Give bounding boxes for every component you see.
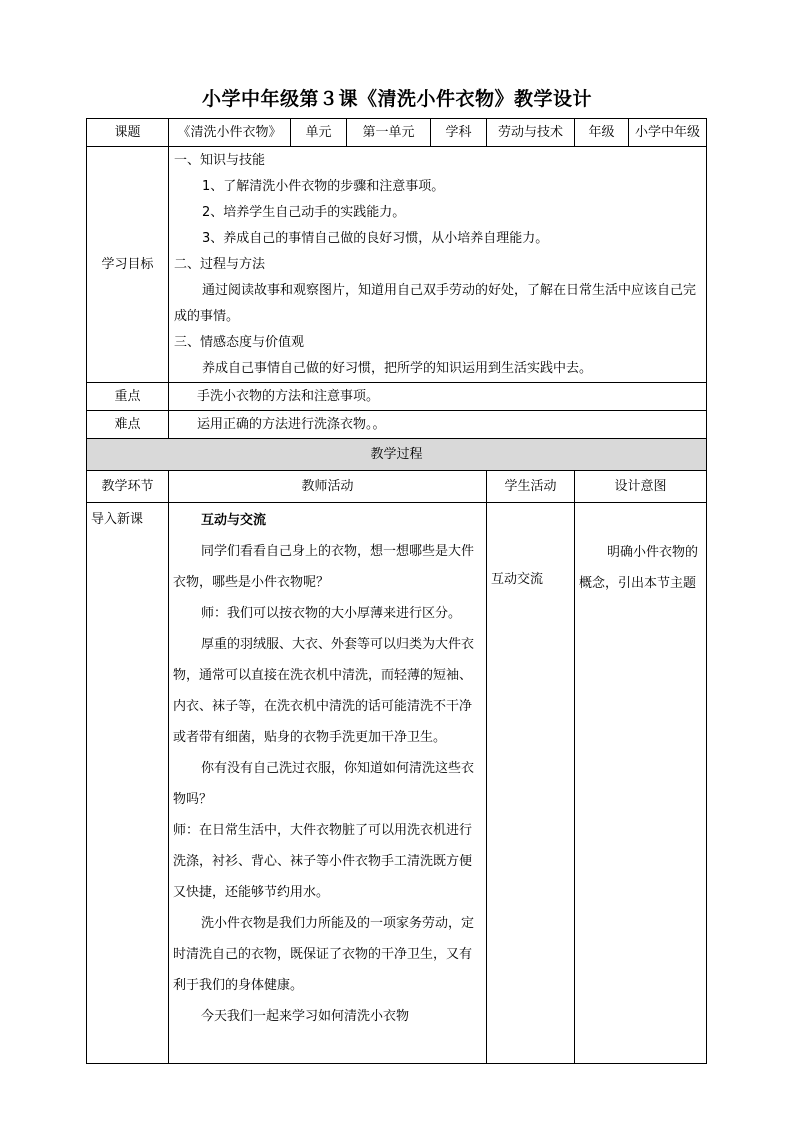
objective-item-1: 1、了解清洗小件衣物的步骤和注意事项。: [202, 178, 445, 194]
process-columns-row: [87, 471, 707, 503]
objective-heading-1: 一、知识与技能: [174, 152, 266, 168]
objectives-content: [169, 147, 707, 383]
objective-text-2: 通过阅读故事和观察图片，知道用自己双手劳动的好处，了解在日常生活中应该自己完成的事情。: [174, 282, 697, 324]
intro-student-activity: 互动交流: [487, 503, 575, 1064]
col-stage: 教学环节: [87, 471, 169, 503]
objective-item-3: 3、养成自己的事情自己做的良好习惯，从小培养自理能力。: [202, 230, 549, 246]
intro-design-text: 明确小件衣物的概念，引出本节主题: [579, 545, 699, 591]
intro-teacher-activity: [169, 503, 487, 1064]
page-title: 小学中年级第３课《清洗小件衣物》教学设计: [201, 88, 592, 110]
intro-paragraph-4: 你有没有自己洗过衣服，你知道如何清洗这些衣物吗？: [173, 761, 475, 807]
intro-subtitle: 互动与交流: [201, 513, 267, 528]
key-point-row: [87, 383, 707, 411]
objectives-row: [87, 147, 707, 383]
unit-label: 单元: [291, 119, 347, 147]
objective-text-3: 养成自己事情自己做的好习惯，把所学的知识运用到生活实践中去。: [202, 360, 593, 376]
subject-value: 劳动与技术: [487, 119, 575, 147]
col-teacher: 教师活动: [169, 471, 487, 503]
grade-value: 小学中年级: [629, 119, 707, 147]
header-row: [87, 119, 707, 147]
subject-label: 学科: [431, 119, 487, 147]
topic-value: 《清洗小件衣物》: [169, 119, 291, 147]
process-heading: 教学过程: [87, 439, 707, 471]
process-heading-row: [87, 439, 707, 471]
difficulty-label: 难点: [87, 411, 169, 439]
col-student: 学生活动: [487, 471, 575, 503]
key-point-label: 重点: [87, 383, 169, 411]
key-point-text: 手洗小衣物的方法和注意事项。: [169, 383, 707, 411]
grade-label: 年级: [575, 119, 629, 147]
intro-paragraph-7: 今天我们一起来学习如何清洗小衣物: [201, 1009, 410, 1024]
topic-label: 课题: [87, 119, 169, 147]
intro-stage: 导入新课: [87, 503, 169, 1064]
objective-heading-2: 二、过程与方法: [174, 256, 266, 272]
intro-paragraph-2: 师：我们可以按衣物的大小厚薄来进行区分。: [201, 606, 462, 621]
intro-paragraph-3: 厚重的羽绒服、大衣、外套等可以归类为大件衣物，通常可以直接在洗衣机中清洗，而轻薄的短袖、内衣、袜子等，在洗衣机中清洗的话可能清洗不干净或者带有细菌，贴身的衣物手洗更加干净卫生。: [173, 637, 475, 745]
difficulty-row: [87, 411, 707, 439]
objective-heading-3: 三、情感态度与价值观: [174, 334, 305, 350]
objective-item-2: 2、培养学生自己动手的实践能力。: [202, 204, 406, 220]
intro-paragraph-1: 同学们看看自己身上的衣物，想一想哪些是大件衣物，哪些是小件衣物呢？: [173, 544, 475, 590]
intro-paragraph-5: 师：在日常生活中，大件衣物脏了可以用洗衣机进行洗涤，衬衫、背心、袜子等小件衣物手工清洗既方便又快捷，还能够节约用水。: [173, 823, 473, 900]
intro-paragraph-6: 洗小件衣物是我们力所能及的一项家务劳动，定时清洗自己的衣物，既保证了衣物的干净卫生，又有利于我们的身体健康。: [173, 916, 475, 993]
objectives-label: 学习目标: [87, 147, 169, 383]
lesson-plan-table: [86, 118, 707, 1064]
intro-row: [87, 503, 707, 1064]
intro-design-intent: [575, 503, 707, 1064]
col-design: 设计意图: [575, 471, 707, 503]
difficulty-text: 运用正确的方法进行洗涤衣物。。: [169, 411, 707, 439]
unit-value: 第一单元: [347, 119, 431, 147]
